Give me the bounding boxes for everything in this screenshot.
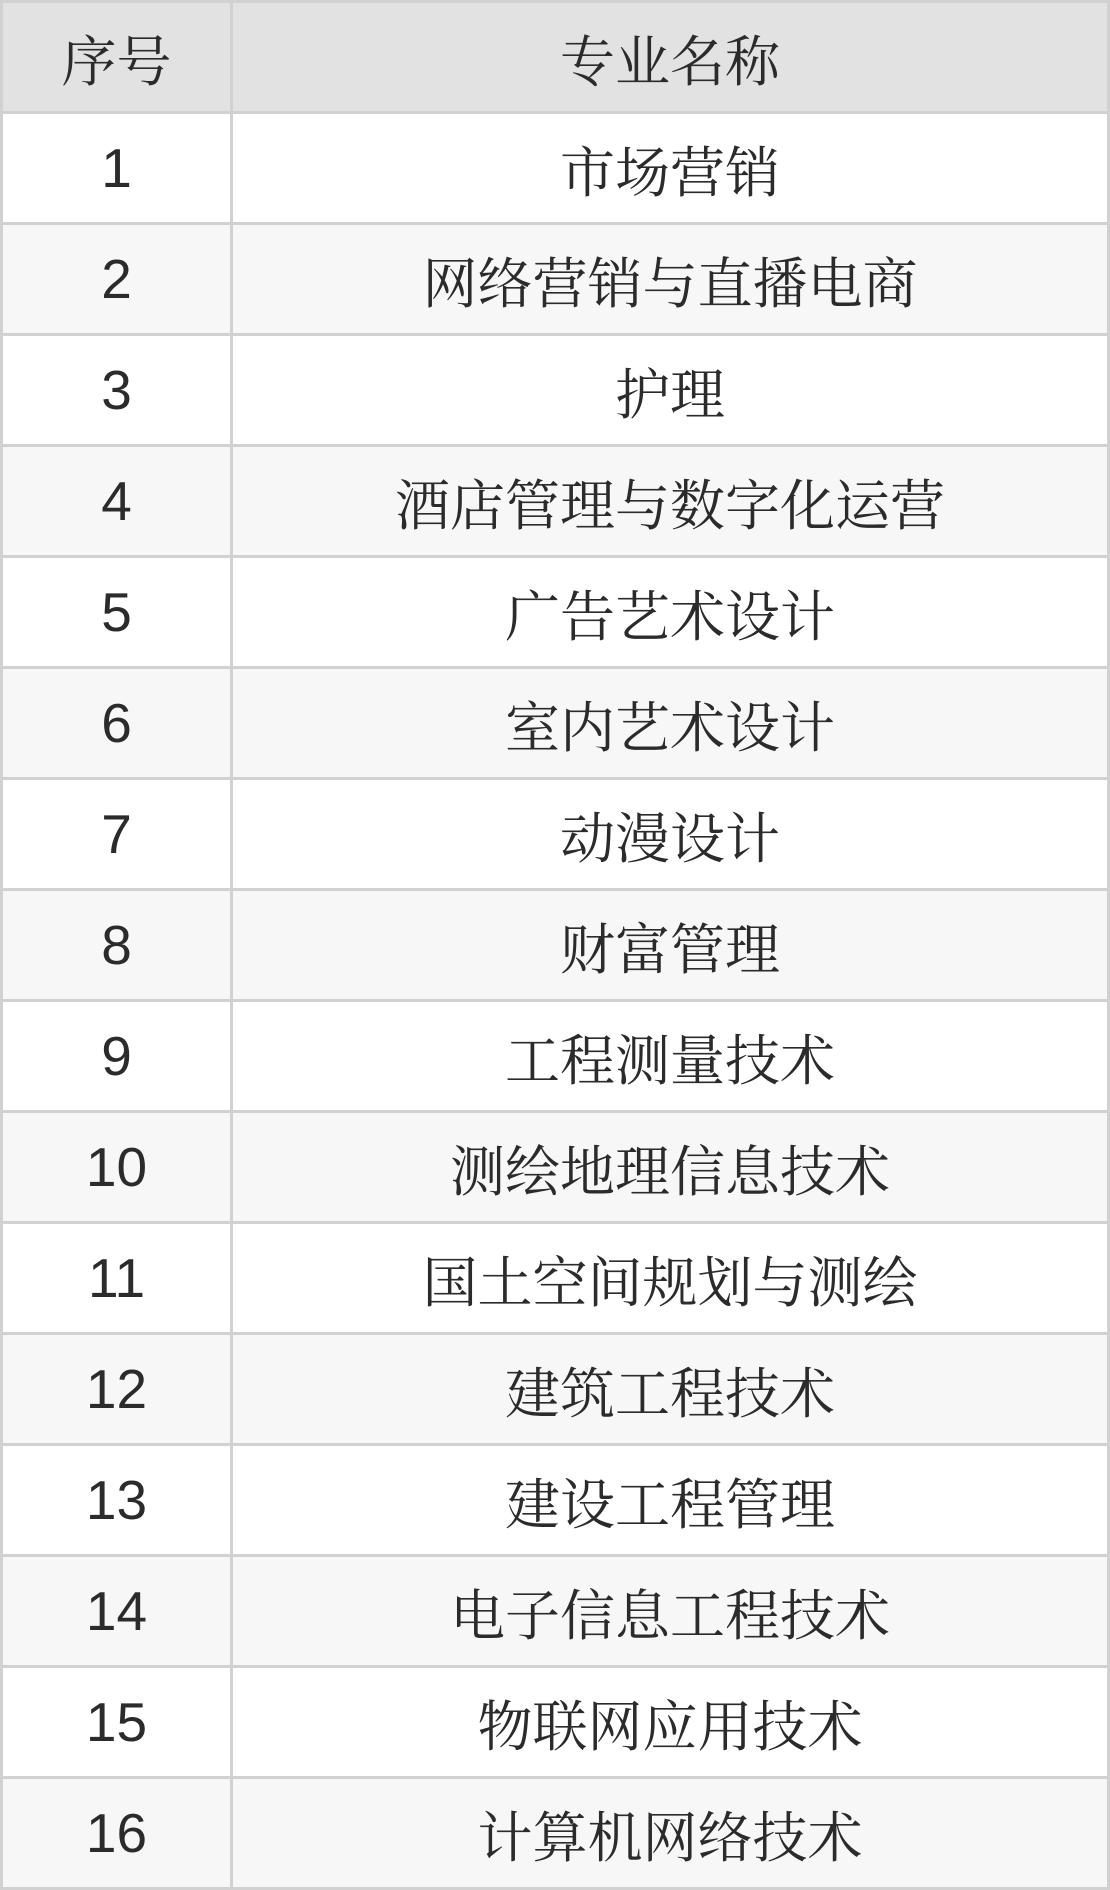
- row-number: 9: [2, 1001, 232, 1112]
- row-number: 11: [2, 1223, 232, 1334]
- table-row: [2, 1334, 1109, 1445]
- major-name: 工程测量技术: [232, 1001, 1109, 1112]
- table-row: [2, 335, 1109, 446]
- table-row: [2, 1556, 1109, 1667]
- major-name: 财富管理: [232, 890, 1109, 1001]
- row-number: 16: [2, 1778, 232, 1889]
- row-number: 15: [2, 1667, 232, 1778]
- row-number: 1: [2, 113, 232, 224]
- row-number: 7: [2, 779, 232, 890]
- major-name: 国土空间规划与测绘: [232, 1223, 1109, 1334]
- row-number: 12: [2, 1334, 232, 1445]
- major-name: 网络营销与直播电商: [232, 224, 1109, 335]
- major-name: 计算机网络技术: [232, 1778, 1109, 1889]
- row-number: 14: [2, 1556, 232, 1667]
- row-number: 2: [2, 224, 232, 335]
- header-row: [2, 2, 1109, 113]
- table-row: [2, 224, 1109, 335]
- major-name: 测绘地理信息技术: [232, 1112, 1109, 1223]
- major-name: 市场营销: [232, 113, 1109, 224]
- row-number: 3: [2, 335, 232, 446]
- major-name: 物联网应用技术: [232, 1667, 1109, 1778]
- row-number: 8: [2, 890, 232, 1001]
- row-number: 10: [2, 1112, 232, 1223]
- table-row: [2, 890, 1109, 1001]
- table-row: [2, 557, 1109, 668]
- row-number: 13: [2, 1445, 232, 1556]
- table-body: [2, 113, 1109, 1889]
- table-row: [2, 446, 1109, 557]
- major-name: 动漫设计: [232, 779, 1109, 890]
- column-header-major-name: 专业名称: [232, 2, 1109, 113]
- table-row: [2, 1223, 1109, 1334]
- major-name: 室内艺术设计: [232, 668, 1109, 779]
- major-name: 广告艺术设计: [232, 557, 1109, 668]
- major-name: 电子信息工程技术: [232, 1556, 1109, 1667]
- row-number: 4: [2, 446, 232, 557]
- major-name: 护理: [232, 335, 1109, 446]
- table-row: [2, 668, 1109, 779]
- row-number: 6: [2, 668, 232, 779]
- table-row: [2, 1112, 1109, 1223]
- table-row: [2, 1778, 1109, 1889]
- table-row: [2, 779, 1109, 890]
- major-name: 建设工程管理: [232, 1445, 1109, 1556]
- row-number: 5: [2, 557, 232, 668]
- column-header-no: 序号: [2, 2, 232, 113]
- major-name: 建筑工程技术: [232, 1334, 1109, 1445]
- table-row: [2, 1667, 1109, 1778]
- major-name: 酒店管理与数字化运营: [232, 446, 1109, 557]
- table-row: [2, 1445, 1109, 1556]
- table-row: [2, 113, 1109, 224]
- table-row: [2, 1001, 1109, 1112]
